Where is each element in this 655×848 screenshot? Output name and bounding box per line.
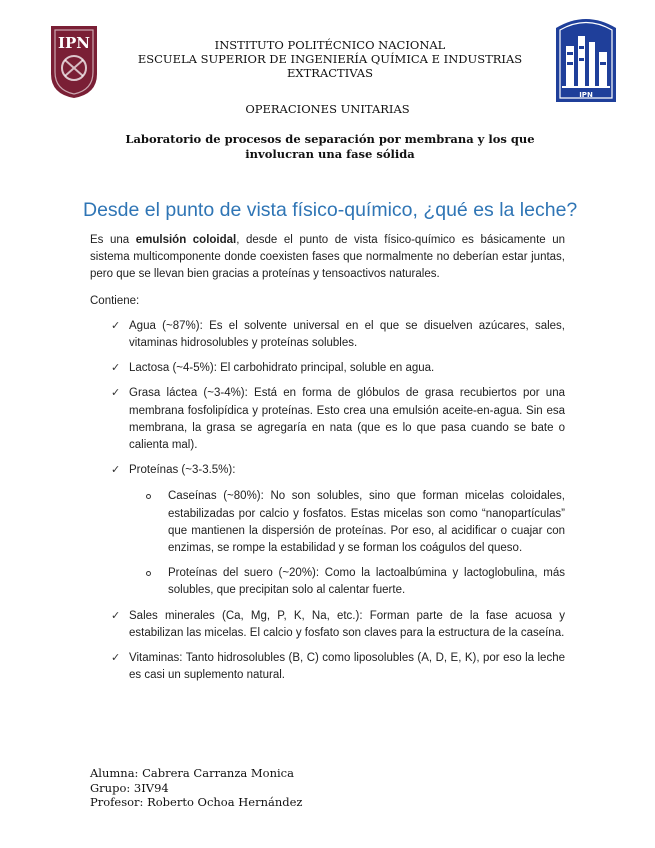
composition-list bbox=[90, 318, 565, 685]
student-name: Alumna: Cabrera Carranza Monica bbox=[90, 766, 294, 780]
school-name-line1: ESCUELA SUPERIOR DE INGENIERÍA QUÍMICA E INDUSTRIAS bbox=[137, 52, 523, 66]
circle-bullet-icon bbox=[146, 494, 151, 499]
ipn-logo bbox=[45, 22, 103, 100]
ipn-logo-text: IPN bbox=[57, 34, 91, 52]
protein-sublist bbox=[129, 488, 565, 599]
group-name: Grupo: 3IV94 bbox=[90, 780, 169, 795]
check-icon: ✓ bbox=[111, 609, 121, 622]
check-icon: ✓ bbox=[111, 652, 121, 665]
institution-header bbox=[110, 38, 550, 80]
list-item: ✓ Vitaminas: Tanto hidrosolubles (B, C) como liposolubles (A, D, E, K), por eso la leche es casi un suplemento natural. bbox=[111, 652, 565, 682]
circle-bullet-icon bbox=[146, 571, 151, 576]
professor-name: Profesor: Roberto Ochoa Hernández bbox=[90, 795, 303, 809]
document-body bbox=[90, 232, 565, 692]
section-heading: Desde el punto de vista físico-químico, ¿qué es la leche? bbox=[83, 199, 578, 221]
school-name-line2: EXTRACTIVAS bbox=[287, 66, 373, 80]
intro-paragraph: Es una emulsión coloidal, desde el punto de vista físico-químico es básicamente un sistema multicomponente donde coexisten fases que normalmente no deberían estar juntas, pero que se llevan bien gracias a proteínas y tensoactivos naturales. bbox=[90, 234, 566, 281]
check-icon: ✓ bbox=[111, 319, 121, 332]
check-icon: ✓ bbox=[111, 464, 121, 477]
sub-list-item: Proteínas del suero (~20%): Como la lactoalbúmina y lactoglobulina, más solubles, que precipitan solo al calentar fuerte. bbox=[129, 565, 565, 599]
list-item: ✓ Grasa láctea (~3-4%): Está en forma de glóbulos de grasa recubiertos por una membrana fosfolipídica y proteínas. Esto crea una emulsión aceite-en-agua. Sin esa membrana, la grasa se agregaría en nata (que es lo que pasa cuando se bate o calienta mal). bbox=[111, 387, 565, 452]
contiene-label: Contiene: bbox=[90, 294, 140, 307]
intro-bold-term: emulsión coloidal bbox=[135, 234, 237, 246]
check-icon: ✓ bbox=[111, 362, 121, 375]
esiqie-logo bbox=[552, 12, 620, 104]
author-info bbox=[90, 766, 302, 810]
esiqie-logo-text: IPN bbox=[579, 91, 593, 99]
list-item: ✓ Sales minerales (Ca, Mg, P, K, Na, etc.): Forman parte de la fase acuosa y estabilizan las micelas. El calcio y fosfato son claves para la estructura de la caseína. bbox=[111, 609, 565, 639]
institution-name: INSTITUTO POLITÉCNICO NACIONAL bbox=[214, 38, 446, 52]
list-item: ✓ Agua (~87%): Es el solvente universal en el que se disuelven azúcares, sales, vitaminas hidrosolubles y proteínas solubles. bbox=[111, 319, 565, 350]
list-item: ✓ Lactosa (~4-5%): El carbohidrato principal, soluble en agua. bbox=[90, 360, 565, 377]
sub-list-item: Caseínas (~80%): No son solubles, sino que forman micelas coloidales, estabilizadas por calcio y fosfatos. Estas micelas son como “nanopartículas” que mantienen la dispersión de proteínas. Por eso, al acidificar o cuajar con enzimas, se rompe la estabilidad y se forman los coágulos del queso. bbox=[129, 488, 565, 557]
lab-title: Laboratorio de procesos de separación por membrana y los que involucran una fase sólida bbox=[125, 132, 535, 161]
list-item: ✓ Proteínas (~3-3.5%): Caseínas (~80%): No son solubles, sino que forman micelas coloidales, estabilizadas por calcio y fosfatos. Estas micelas son como “nanopartículas” que mantienen la dispersión de proteínas. Por eso, al acidificar o cuajar con enzimas, se rompe la estabilidad y se forman los coágulos del queso. Proteínas del suero (~20%): Como la lactoalbúmina y lactoglobulina, más solubles, que precipitan solo al calentar fuerte. bbox=[90, 462, 565, 599]
subject-title: OPERACIONES UNITARIAS bbox=[245, 102, 410, 116]
check-icon: ✓ bbox=[111, 387, 121, 400]
